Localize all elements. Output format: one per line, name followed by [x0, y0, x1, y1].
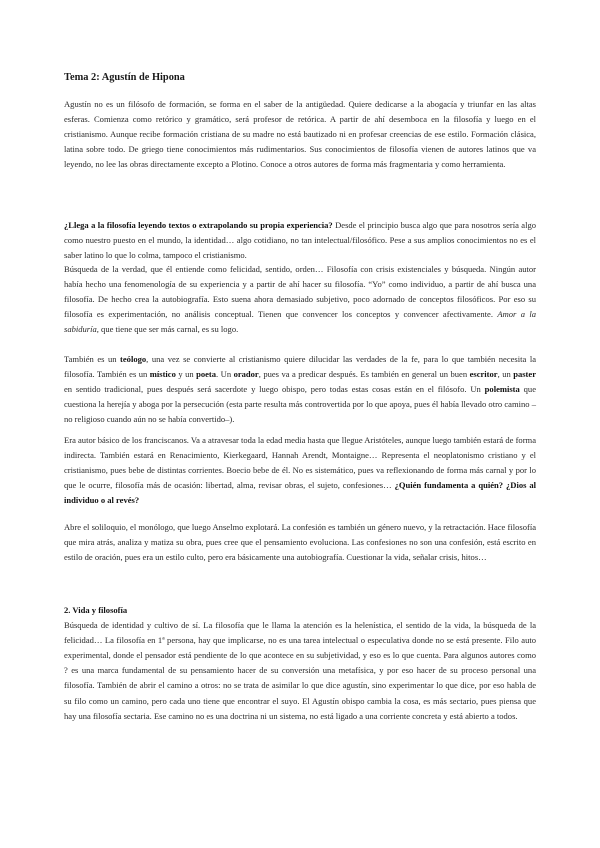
question-text: ¿Llega a la filosofía leyendo textos o extrapolando su propia experiencia?	[64, 220, 333, 230]
roles-text-4: . Un	[216, 369, 234, 380]
role-orador: orador	[233, 369, 259, 380]
paragraph-truth	[64, 262, 536, 337]
paragraph-confession: Abre el soliloquio, el monólogo, que luego Anselmo explotará. La confesión es también un género nuevo, y la retractación. Hace filosofía que mira atrás, analiza y matiza su obra, pues cree que el pensamiento evoluciona. Las confesiones no son una confesión, está escrito en estilo de oración, pues era un estilo culto, pero era básicamente una autobiografía. Cuestionar la vida, señalar crisis, hitos…	[64, 522, 536, 563]
section-vida-filosofia	[64, 603, 536, 724]
amor-sabiduria-italic: Amor a la sabiduría	[64, 309, 536, 335]
roles-text-1: También es un	[64, 354, 121, 364]
paragraph-influence	[64, 433, 536, 508]
paragraph-question-body: Desde el principio busca algo que para nosotros sería algo como nuestro puesto en el mundo, la identidad… algo cotidiano, no tan intelectual/filosófico. Pese a sus amplios conocimientos no es el saber latino lo que lo colma, tampoco el cristianismo.	[64, 220, 537, 261]
paragraph-influence-body: Era autor básico de los franciscanos. Va a atravesar toda la edad media hasta que llegue Aristóteles, aunque luego también estará de forma indirecta. También estará en Renacimiento, Kierkegaard, Hannah Arendt, Montaigne… Representa el neoplatonismo cristiano y el cristianismo, pues bebe de distintas corrientes. Boecio bebe de él. No es sistemático, pues va reflexionando de forma más carnal y por lo que le ocurre, filosofía más de ocasión: libertad, alma, revisar obras, el sujeto, confesiones…	[64, 435, 536, 491]
roles-text-8: que cuestiona la herejía y aboga por la persecución (esta parte resulta más controvertida por lo que apoya, pues él había llevado otro camino –no religioso cuando aún no se había convertido–).	[64, 384, 536, 425]
roles-text-3: y un	[175, 369, 197, 380]
roles-text-5: , pues va a predicar después. Es también en general un buen	[258, 369, 470, 380]
role-poeta: poeta	[196, 369, 217, 380]
paragraph-truth-body: Búsqueda de la verdad, que él entiende como felicidad, sentido, orden… Filosofía con crisis existenciales y búsqueda. Ningún autor había hecho una fenomenología de su experiencia y a partir de ahí hacer su filosofía. “Yo” como individuo, a partir de ahí busca una filosofía. De hecho crea la autobiografía. Esto suena ahora demasiado subjetivo, poco adornado de conceptos filosóficos. Por eso su filosofía es experimentación, no análisis conceptual. Tienen que convencer los conceptos y convencer afectivamente.	[64, 264, 536, 320]
paragraph-roles	[64, 352, 536, 427]
paragraph-truth-end: , que tiene que ser más carnal, es su logo.	[96, 324, 239, 335]
section-body: Búsqueda de identidad y cultivo de sí. La filosofía que le llama la atención es la helenística, el sentido de la vida, la búsqueda de la felicidad… La filosofía en 1ª persona, hay que implicarse, no es una tarea intelectual o especulativa donde no se está presente. Filo auto experimental, donde el pensador está pendiente de lo que acontece en su subjetividad, y eso es lo que cuenta. Para algunos autores como ? es una marca fundamental de su pensamiento hacer de su conversión una metafísica, y por eso hacer de su proceso personal una filosofía. También de abrir el camino a otros: no se trata de asimilar lo que dice agustín, sino experimentar lo que dice, por eso habla de su filo como un camino, pero cada uno tiene que encontrar el suyo. El Agustín obispo cambia la cosa, es más sectario, pues piensa que hay una filosofía sectaria. Ese camino no es una doctrina ni un sistema, no está ligado a una corriente concreta y está abierto a todos.	[64, 620, 536, 721]
paragraph-question	[64, 218, 536, 263]
role-teologo: teólogo	[120, 354, 147, 364]
influence-question: ¿Quién fundamenta a quién? ¿Dios al individuo o al revés?	[64, 480, 536, 506]
roles-text-7: en sentido tradicional, pues después será sacerdote y luego obispo, pero todas estas cosas están en el filósofo. Un	[64, 384, 485, 395]
paragraph-intro: Agustín no es un filósofo de formación, se forma en el saber de la antigüedad. Quiere dedicarse a la abogacía y triunfar en las altas esferas. Comienza como retórico y gramático, será profesor de retórica. A partir de ahí desemboca en la filosofía y luego en el cristianismo. Aunque recibe formación cristiana de su madre no está bautizado ni en profesar creencias de ese estilo. Formación clásica, latina sobre todo. De griego tiene conocimientos más rudimentarios. Sus conocimientos de filosofía vienen de autores latinos que va leyendo, no lee las obras directamente excepto a Plotino. Conoce a otros autores de forma más fragmentaria y como herramienta.	[64, 99, 536, 170]
section-heading: 2. Vida y filosofía	[64, 605, 128, 615]
role-mistico: místico	[149, 369, 176, 380]
role-paster: paster	[513, 369, 536, 380]
role-escritor: escritor	[469, 369, 498, 380]
role-polemista: polemista	[484, 384, 520, 395]
page-title: Tema 2: Agustín de Hipona	[64, 72, 185, 83]
roles-text-2: , una vez se convierte al cristianismo quiere dilucidar las verdades de la fe, para lo que también necesita la filosofía. También es un	[64, 354, 536, 380]
roles-text-6: , un	[497, 369, 514, 380]
